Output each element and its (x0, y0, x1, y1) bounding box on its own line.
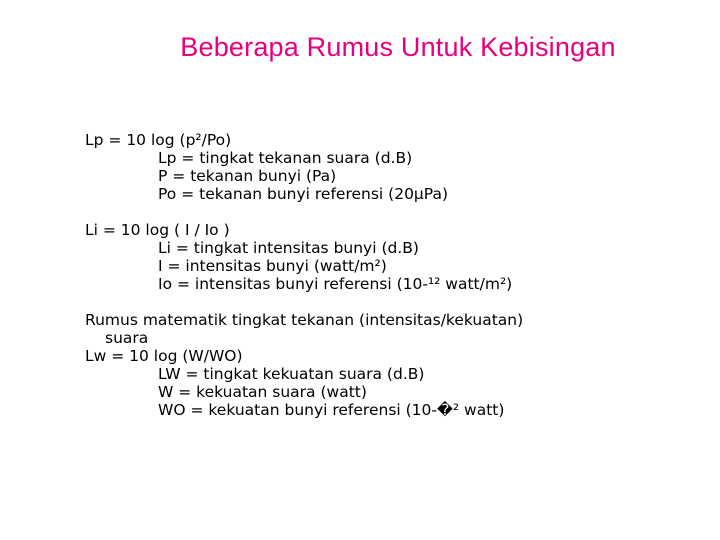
definition-io: Io = intensitas bunyi referensi (10-¹² watt/m²) (158, 275, 513, 293)
definition-i: I = intensitas bunyi (watt/m²) (158, 257, 387, 275)
definition-wo: WO = kekuatan bunyi referensi (10-�² watt) (158, 401, 505, 419)
formula-block-li (85, 221, 523, 293)
definition-po: Po = tekanan bunyi referensi (20μPa) (158, 185, 448, 203)
formula-block-lw (85, 311, 523, 419)
definition-lp: Lp = tingkat tekanan suara (d.B) (158, 149, 413, 167)
formula-block-lp (85, 131, 523, 203)
intro-text-line2: suara (105, 329, 149, 347)
definition-li: Li = tingkat intensitas bunyi (d.B) (158, 239, 419, 257)
definition-lw: LW = tingkat kekuatan suara (d.B) (158, 365, 425, 383)
definition-w: W = kekuatan suara (watt) (158, 383, 367, 401)
definition-p: P = tekanan bunyi (Pa) (158, 167, 337, 185)
intro-text-line1: Rumus matematik tingkat tekanan (intensitas/kekuatan) (85, 311, 524, 329)
formula-content (85, 131, 523, 419)
formula-li: Li = 10 log ( I / Io ) (85, 221, 230, 239)
slide-title: Beberapa Rumus Untuk Kebisingan (180, 32, 616, 62)
formula-lp: Lp = 10 log (p²/Po) (85, 131, 232, 149)
formula-lw: Lw = 10 log (W/WO) (85, 347, 243, 365)
